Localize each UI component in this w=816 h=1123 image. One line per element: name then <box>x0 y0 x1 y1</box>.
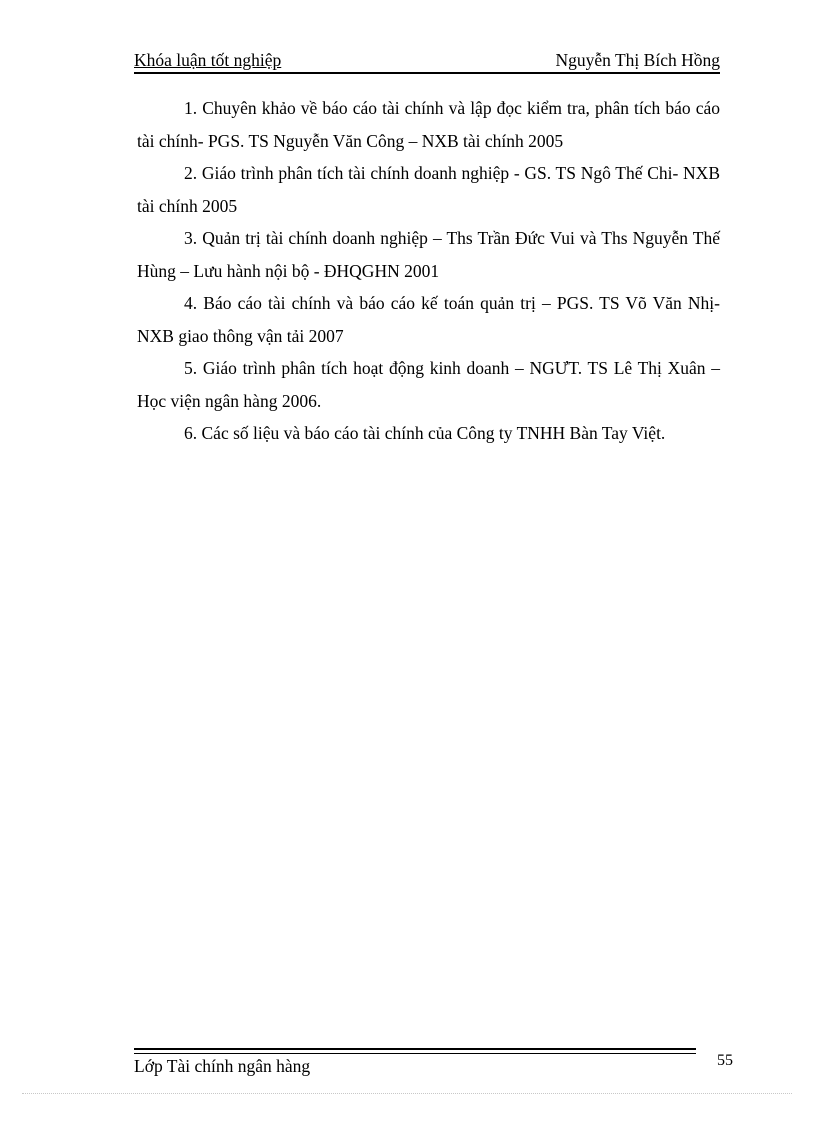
footer-rule-thick <box>134 1048 696 1050</box>
reference-item-4: 4. Báo cáo tài chính và báo cáo kế toán quản trị – PGS. TS Võ Văn Nhị- NXB giao thông vận tải 2007 <box>137 293 720 346</box>
page-bottom-edge <box>22 1093 792 1094</box>
header-document-type: Khóa luận tốt nghiệp <box>134 50 282 70</box>
reference-item-3: 3. Quản trị tài chính doanh nghiệp – Ths Trần Đức Vui và Ths Nguyễn Thế Hùng – Lưu hành nội bộ - ĐHQGHN 2001 <box>137 228 720 281</box>
header-author-name: Nguyễn Thị Bích Hồng <box>555 50 720 70</box>
reference-list <box>137 92 720 450</box>
footer-class-name: Lớp Tài chính ngân hàng <box>134 1056 311 1076</box>
page-number: 55 <box>717 1052 733 1069</box>
reference-item-2: 2. Giáo trình phân tích tài chính doanh nghiệp - GS. TS Ngô Thế Chi- NXB tài chính 2005 <box>137 163 720 216</box>
page-header <box>134 48 720 74</box>
reference-item-1: 1. Chuyên khảo về báo cáo tài chính và lập đọc kiểm tra, phân tích báo cáo tài chính- PGS. TS Nguyễn Văn Công – NXB tài chính 2005 <box>137 98 720 151</box>
reference-item-6: 6. Các số liệu và báo cáo tài chính của Công ty TNHH Bàn Tay Việt. <box>184 423 666 443</box>
reference-item-5: 5. Giáo trình phân tích hoạt động kinh doanh – NGƯT. TS Lê Thị Xuân – Học viện ngân hàng 2006. <box>137 358 720 411</box>
